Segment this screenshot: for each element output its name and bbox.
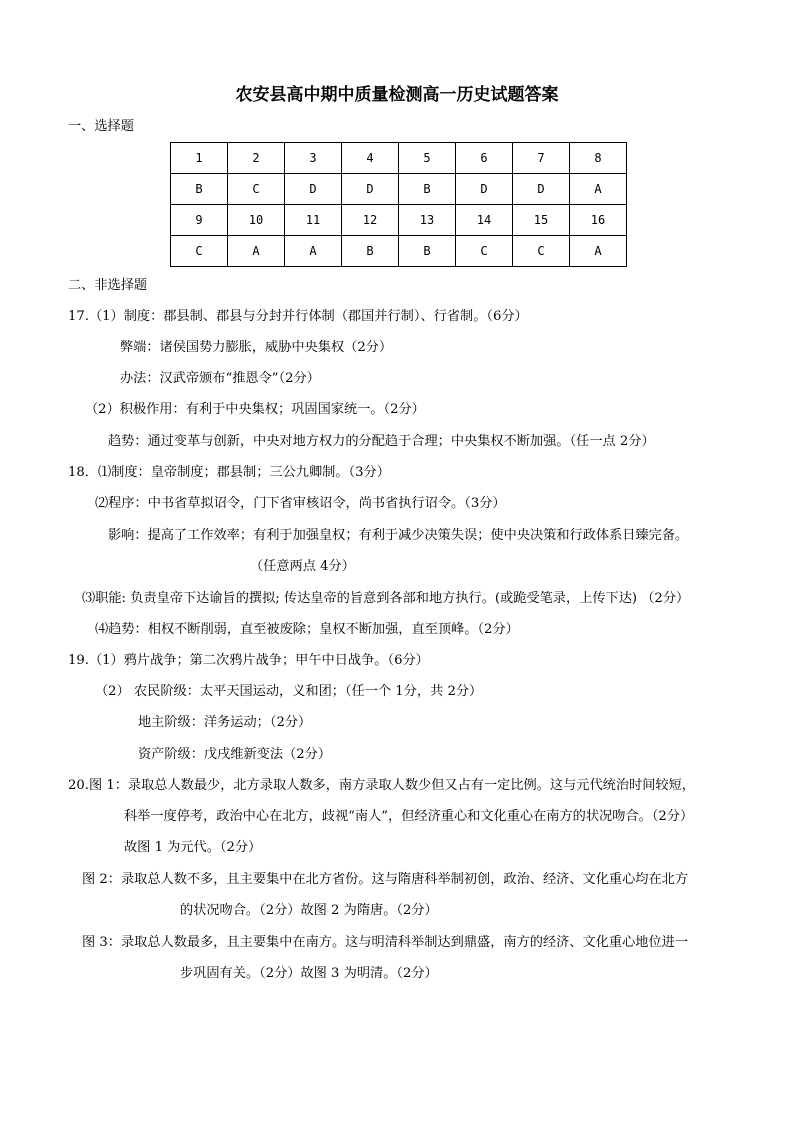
table-cell: D — [342, 174, 399, 205]
table-cell: A — [228, 236, 285, 267]
answer-line: 办法：汉武帝颁布“推恩令”（2分） — [120, 371, 320, 386]
table-cell: C — [228, 174, 285, 205]
table-cell: D — [285, 174, 342, 205]
answer-line: ⑷趋势：相权不断削弱，直至被废除；皇权不断加强，直至顶峰。（2分） — [95, 622, 519, 637]
table-cell: 5 — [399, 143, 456, 174]
table-cell: C — [171, 236, 228, 267]
answer-line: 图 3：录取总人数最多，且主要集中在南方。这与明清科举制达到鼎盛，南方的经济、文化重心地位进一 — [82, 935, 689, 950]
table-cell: C — [513, 236, 570, 267]
table-cell: B — [399, 174, 456, 205]
table-row — [171, 205, 627, 236]
table-cell: D — [513, 174, 570, 205]
table-cell: A — [285, 236, 342, 267]
table-cell: 10 — [228, 205, 285, 236]
table-row — [171, 143, 627, 174]
table-cell: 3 — [285, 143, 342, 174]
table-cell: D — [456, 174, 513, 205]
table-cell: 14 — [456, 205, 513, 236]
answer-line: ⑶职能: 负责皇帝下达谕旨的撰拟; 传达皇帝的旨意到各部和地方执行。(或跪受笔录，上传下达) （2分） — [82, 591, 690, 606]
answer-line: 弊端：诸侯国势力膨胀，威胁中央集权（2分） — [120, 340, 393, 355]
answer-line: ⑵程序：中书省草拟诏令，门下省审核诏令，尚书省执行诏令。（3分） — [95, 496, 506, 511]
table-cell: 4 — [342, 143, 399, 174]
table-cell: B — [342, 236, 399, 267]
table-cell: 1 — [171, 143, 228, 174]
answer-line: 影响：提高了工作效率；有利于加强皇权；有利于减少决策失误；使中央决策和行政体系日臻完备。 — [108, 528, 689, 543]
table-cell: B — [171, 174, 228, 205]
answer-line: 故图 1 为元代。（2分） — [124, 840, 262, 855]
table-row — [171, 174, 627, 205]
answer-line: 20.图 1：录取总人数最少，北方录取人数多，南方录取人数少但又占有一定比例。这与元代统治时间较短， — [68, 778, 695, 793]
answer-line: 资产阶级：戊戌维新变法（2分） — [138, 747, 332, 762]
table-cell: A — [570, 174, 627, 205]
table-cell: A — [570, 236, 627, 267]
answer-line: 科举一度停考，政治中心在北方，歧视“南人”，但经济重心和文化重心在南方的状况吻合。（2分） — [124, 809, 694, 824]
section-nonchoice-heading: 二、非选择题 — [68, 278, 148, 293]
answer-line: （2）积极作用：有利于中央集权；巩固国家统一。（2分） — [85, 402, 425, 417]
answer-line: 地主阶级：洋务运动；（2分） — [138, 715, 312, 730]
answer-line: （2） 农民阶级：太平天国运动，义和团；（任一个 1分，共 2分） — [95, 684, 483, 699]
table-row — [171, 236, 627, 267]
answer-line: 18．⑴制度：皇帝制度；郡县制；三公九卿制。（3分） — [68, 465, 390, 480]
table-cell: 2 — [228, 143, 285, 174]
answer-line: 图 2：录取总人数不多，且主要集中在北方省份。这与隋唐科举制初创，政治、经济、文化重心均在北方 — [82, 872, 689, 887]
answer-line: 的状况吻合。（2分）故图 2 为隋唐。（2分） — [180, 903, 438, 918]
answer-line: 趋势：通过变革与创新，中央对地方权力的分配趋于合理；中央集权不断加强。（任一点 2分） — [108, 434, 655, 449]
table-cell: 13 — [399, 205, 456, 236]
table-cell: 7 — [513, 143, 570, 174]
page-title: 农安县高中期中质量检测高一历史试题答案 — [235, 85, 559, 105]
table-cell: 9 — [171, 205, 228, 236]
answer-line: 步巩固有关。（2分）故图 3 为明清。（2分） — [180, 966, 438, 981]
answer-line: 19.（1）鸦片战争；第二次鸦片战争；甲午中日战争。（6分） — [68, 653, 429, 668]
table-cell: 12 — [342, 205, 399, 236]
answer-table — [170, 142, 627, 267]
answer-line: （任意两点 4分） — [250, 559, 355, 574]
table-cell: 15 — [513, 205, 570, 236]
table-cell: 16 — [570, 205, 627, 236]
table-cell: 8 — [570, 143, 627, 174]
table-cell: B — [399, 236, 456, 267]
table-cell: 11 — [285, 205, 342, 236]
section-choice-heading: 一、选择题 — [68, 119, 134, 134]
table-cell: 6 — [456, 143, 513, 174]
table-cell: C — [456, 236, 513, 267]
answer-line: 17.（1）制度：郡县制、郡县与分封并行体制（郡国并行制）、行省制。（6分） — [68, 309, 528, 324]
